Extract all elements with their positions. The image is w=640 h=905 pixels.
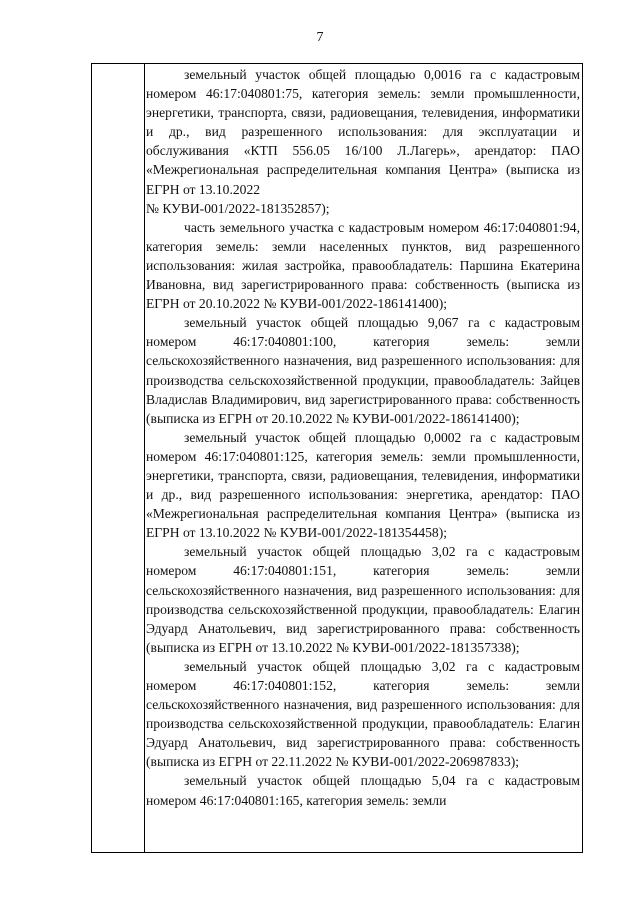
table-left-column: [92, 64, 145, 852]
table-content-cell: [146, 65, 580, 850]
page-number: 7: [316, 30, 324, 45]
paragraph-land-plot-100: земельный участок общей площадью 9,067 га с кадастровым номером 46:17:040801:100, категория земель: земли сельскохозяйственного назначения, вид разрешенного использования: для производства сельскохозяйственной продукции, правообладатель: Зайцев Владислав Владимирович, вид зарегистрированного права: собственность (выписка из ЕГРН от 20.10.2022 № КУВИ-001/2022-186141400);: [146, 315, 580, 426]
document-table: [91, 63, 583, 853]
paragraph-land-plot-75-extract-number: № КУВИ-001/2022-181352857);: [146, 200, 330, 216]
paragraph-land-plot-94: часть земельного участка с кадастровым номером 46:17:040801:94, категория земель: земли населенных пунктов, вид разрешенного использования: жилая застройка, правообладатель: Паршина Екатерина Ивановна, вид зарегистрированного права: собственность (выписка из ЕГРН от 20.10.2022 № КУВИ-001/2022-186141400);: [146, 219, 580, 312]
paragraph-land-plot-152: земельный участок общей площадью 3,02 га с кадастровым номером 46:17:040801:152, категория земель: земли сельскохозяйственного назначения, вид разрешенного использования: для производства сельскохозяйственной продукции, правообладатель: Елагин Эдуард Анатольевич, вид зарегистрированного права: собственность (выписка из ЕГРН от 22.11.2022 № КУВИ-001/2022-206987833);: [146, 658, 580, 770]
paragraph-land-plot-125: земельный участок общей площадью 0,0002 га с кадастровым номером 46:17:040801:125, категория земель: земли промышленности, энергетики, транспорта, связи, радиовещания, телевидения, информатики и др., вид разрешенного использования: энергетика, арендатор: ПАО «Межрегиональная распределительная компания Центра» (выписка из ЕГРН от 13.10.2022 № КУВИ-001/2022-181354458);: [146, 429, 580, 541]
paragraph-land-plot-75: земельный участок общей площадью 0,0016 га с кадастровым номером 46:17:040801:75, категория земель: земли промышленности, энергетики, транспорта, связи, радиовещания, телевидения, информатики и др., вид разрешенного использования: для эксплуатации и обслуживания «КТП 556.05 16/100 Л.Лагерь», арендатор: ПАО «Межрегиональная распределительная компания Центра» (выписка из ЕГРН от 13.10.2022: [146, 67, 580, 197]
paragraph-land-plot-165: земельный участок общей площадью 5,04 га с кадастровым номером 46:17:040801:165, категория земель: земли: [146, 773, 580, 808]
paragraph-land-plot-151: земельный участок общей площадью 3,02 га с кадастровым номером 46:17:040801:151, категория земель: земли сельскохозяйственного назначения, вид разрешенного использования: для производства сельскохозяйственной продукции, правообладатель: Елагин Эдуард Анатольевич, вид зарегистрированного права: собственность (выписка из ЕГРН от 13.10.2022 № КУВИ-001/2022-181357338);: [146, 544, 580, 655]
